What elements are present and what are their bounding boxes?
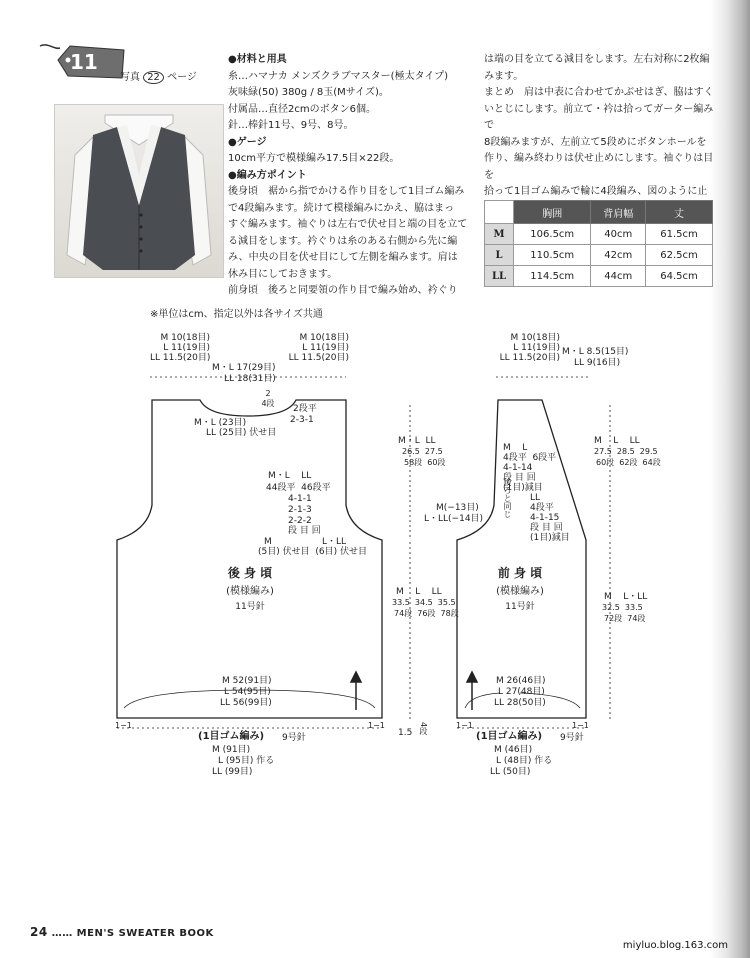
point-line: 前身頃 後ろと同要領の作り目で編み始め、衿ぐり: [228, 285, 458, 296]
front-side-cm: 32.5 33.5: [602, 603, 643, 612]
back-neck-width-ll: LL 18(31目): [224, 374, 276, 384]
point-line: すぐ編みます。袖ぐりは左右で伏せ目と端の目を立て: [228, 219, 468, 230]
point-line: 休み目にしておきます。: [228, 268, 338, 280]
front-arm-header: M L LL: [594, 436, 640, 446]
mid-side-header: M L LL: [396, 587, 442, 597]
back-arm-l: L・LL: [322, 537, 347, 547]
mid-side-cm: 33.5 34.5 35.5: [392, 598, 456, 607]
back-cast-m: M (91目): [212, 745, 251, 755]
back-arm-dec-3: 2-1-3: [288, 505, 312, 515]
text-line: 拾って1目ゴム編みで輪に4段編み、図のように止: [484, 186, 708, 197]
back-arm-dec-2: 4-1-1: [288, 494, 312, 504]
gauge-heading: ● ゲージ: [228, 135, 471, 152]
front-rib-needle: 9号針: [560, 733, 584, 743]
yarn-line-2: 灰味緑(50) 380g / 8玉(Mサイズ)。: [228, 87, 389, 98]
page-number: 24: [30, 925, 48, 939]
front-side-header: M L・LL: [604, 592, 648, 602]
back-hem-m: M 52(91目): [222, 676, 272, 686]
front-neck-ml: M・L 8.5(15目): [562, 347, 629, 357]
mid-side-rows: 74段 76段 78段: [394, 609, 459, 618]
front-arm-rows: 60段 62段 64段: [596, 458, 661, 467]
needle-line: 針…棒針11号、9号、8号。: [228, 120, 354, 131]
mid-arm-header: M・L LL: [398, 436, 436, 446]
table-cell: 106.5cm: [514, 224, 591, 245]
header-length: 丈: [646, 201, 713, 224]
materials-heading: ● 材料と用具: [228, 52, 471, 69]
front-hem-ll: LL 28(50目): [494, 698, 546, 708]
table-cell: 114.5cm: [514, 266, 591, 287]
table-cell: 42cm: [591, 245, 646, 266]
size-key: LL: [485, 266, 514, 287]
front-neck-ll: LL 9(16目): [574, 358, 621, 368]
mid-arm-cm: 26.5 27.5: [402, 447, 443, 456]
back-cast-l: L (95目) 作る: [218, 756, 275, 766]
back-arm-bindoff: (5目) 伏せ目 (6目) 伏せ目: [258, 547, 367, 557]
point-line: み、中央の目を伏せ目にして左側を編みます。肩は: [228, 252, 458, 263]
size-key: L: [485, 245, 514, 266]
text-line: いとじにします。前立て・衿は拾ってガーター編みで: [484, 103, 714, 131]
table-cell: 62.5cm: [646, 245, 713, 266]
points-heading: ● 編み方ポイント: [228, 168, 471, 185]
mid-sub-l: L・LL(−14目): [424, 514, 484, 524]
table-cell: 61.5cm: [646, 224, 713, 245]
back-neck-width-ml: M・L 17(29目): [212, 363, 276, 373]
back-arm-dec-5: 段 目 回: [288, 526, 321, 536]
back-neck-rows: 2 4段: [261, 389, 275, 408]
back-rib-label: (1目ゴム編み): [198, 731, 265, 742]
front-same-as-back: 後ろと同じ: [503, 478, 512, 518]
back-bindoff-ll: LL (25目) 伏せ目: [206, 428, 277, 438]
front-needle: 11号針: [505, 602, 535, 612]
table-cell: 64.5cm: [646, 266, 713, 287]
header-chest: 胸囲: [514, 201, 591, 224]
accessories-line: 付属品…直径2cmのボタン6個。: [228, 103, 376, 115]
front-arm-cm: 27.5 28.5 29.5: [594, 447, 658, 456]
front-title: 前 身 頃: [497, 566, 543, 580]
back-needle: 11号針: [235, 602, 265, 612]
back-neck-dec2: 2-3-1: [290, 415, 314, 425]
photo-page: 22: [143, 71, 164, 84]
photo-suffix: ページ: [167, 72, 197, 83]
front-side-rows: 72段 74段: [604, 614, 646, 623]
footer-title: MEN'S SWEATER BOOK: [76, 928, 214, 939]
front-shoulder: M 10(18目) L 11(19目) LL 11.5(20目): [499, 333, 560, 363]
back-arm-dec-header: M・L LL: [268, 471, 312, 481]
back-hem-ll: LL 56(99目): [220, 698, 272, 708]
back-shoulder-right: M 10(18目) L 11(19目) LL 11.5(20目): [288, 333, 349, 363]
point-line: で4段編みます。続けて模様編みにかえ、脇はまっ: [228, 202, 455, 214]
header-shoulder: 背肩幅: [591, 201, 646, 224]
back-hem-l: L 54(95目): [224, 687, 271, 697]
front-edge-left: 1−1: [456, 721, 473, 730]
text-line: 8段編みますが、左前立て5段めにボタンホールを: [484, 136, 707, 148]
back-body-outline: [117, 400, 382, 718]
back-title: 後 身 頃: [227, 566, 273, 580]
text-line: まとめ 肩は中表に合わせてかぶせはぎ、脇はすく: [484, 87, 714, 98]
pattern-number: 11: [70, 50, 98, 74]
text-line: は端の目を立てる減目をします。左右対称に2枚編: [484, 54, 710, 65]
back-edge-right: 1−1: [368, 721, 385, 730]
mid-sub-m: M(−13目): [436, 503, 479, 513]
watermark: miyluo.blog.163.com: [622, 940, 728, 951]
table-cell: 40cm: [591, 224, 646, 245]
back-bindoff-ml: M・L (23目): [194, 418, 247, 428]
gauge-line: 10cm平方で模様編み17.5目×22段。: [228, 153, 400, 164]
front-edge-right: 1−1: [572, 721, 589, 730]
back-arm-dec-1: 44段平 46段平: [266, 483, 331, 493]
back-subtitle: (模様編み): [226, 586, 274, 597]
size-key: M: [485, 224, 514, 245]
front-rib-label: (1目ゴム編み): [476, 731, 543, 742]
front-cast-ll: LL (50目): [490, 767, 531, 777]
text-line: みます。: [484, 70, 524, 82]
back-rib-needle: 9号針: [282, 733, 306, 743]
mid-rib-height: 1.5: [398, 728, 413, 738]
back-shoulder-left: M 10(18目) L 11(19目) LL 11.5(20目): [150, 333, 211, 363]
mid-rib-rows: 4段: [419, 722, 428, 736]
back-arm-m: M: [264, 537, 272, 547]
front-hem-l: L 27(48目): [498, 687, 545, 697]
back-arm-dec-4: 2-2-2: [288, 516, 312, 526]
table-cell: 44cm: [591, 266, 646, 287]
mid-arm-rows: 58段 60段: [404, 458, 446, 467]
footer-dots: ……: [51, 928, 73, 939]
front-hem-m: M 26(46目): [496, 676, 546, 686]
front-subtitle: (模様編み): [496, 586, 544, 597]
front-neck-dec-m: M L 4段平 6段平 4-1-14 段 目 回 (1目)減目: [503, 443, 557, 493]
unit-note: ※単位はcm、指定以外は各サイズ共通: [150, 309, 323, 320]
point-line: 後身頃 裾から指でかける作り目をして1目ゴム編み: [228, 186, 465, 197]
table-cell: 110.5cm: [514, 245, 591, 266]
photo-prefix: 写真: [120, 72, 140, 83]
front-cast-m: M (46目): [494, 745, 533, 755]
back-cast-ll: LL (99目): [212, 767, 253, 777]
point-line: る減目をします。衿ぐりは糸のある右側から先に編: [228, 235, 458, 247]
front-neck-dec-ll: LL 4段平 4-1-15 段 目 回 (1目)減目: [530, 493, 570, 543]
text-line: 作り、編み終わりは伏せ止めにします。袖ぐりは目を: [484, 153, 714, 181]
yarn-line-1: 糸…ハマナカ メンズクラブマスター(極太タイプ): [228, 70, 448, 82]
page-footer: [30, 925, 214, 939]
back-edge-left: 1−1: [115, 721, 132, 730]
back-neck-dec1: 2段平: [293, 404, 317, 414]
front-cast-l: L (48目) 作る: [496, 756, 553, 766]
